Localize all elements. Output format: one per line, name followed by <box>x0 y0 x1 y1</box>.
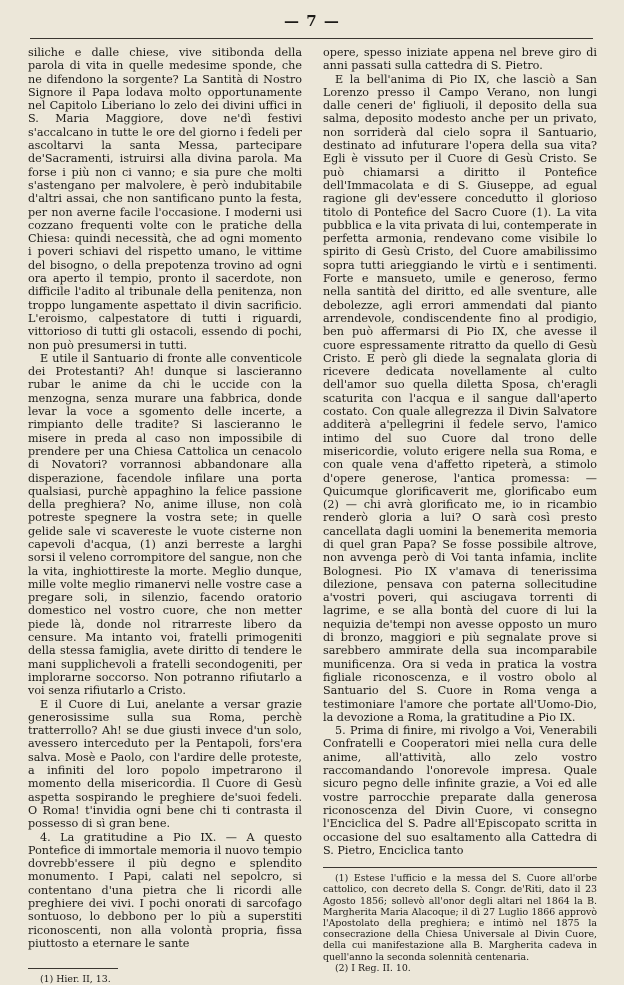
paragraph: 4. La gratitudine a Pio IX. — A questo Pontefice di immortale memoria il nuovo tempio dovrebb'essere il più degno e splendito monumento. I Papi, calati nel sepolcro, si contentano d'una pietra che li ricordi alle preghiere dei vivi. I pochi onorati di sarcofago sontuoso, lo debbono per lo più a superstiti riconoscenti, non alla volontà propria, fissa piuttosto a eternare le sante <box>28 830 302 950</box>
page-number: — 7 — <box>284 12 340 30</box>
spacer <box>28 950 302 958</box>
footnote: (2) I Reg. II. 10. <box>335 962 411 974</box>
paragraph: E il Cuore di Lui, anelante a versar grazie generosissime sulla sua Roma, perchè tratterrollo? Ah! se due giusti invece d'un solo, avessero interceduto per la Pentapoli, fors'era salva. Mosè e Paolo, con l'ardire delle proteste, a infiniti del loro popolo impetrarono il momento della misericordia. Il Cuore di Gesù aspetta sospirando le preghiere de'suoi fedeli. O Roma! t'invidia ogni bene chi ti contrasta il possesso di sì gran bene. <box>28 697 302 831</box>
left-column <box>28 46 303 985</box>
paragraph: E la bell'anima di Pio IX, che lasciò a San Lorenzo presso il Campo Verano, non lungi dalle ceneri de' figliuoli, il deposito della sua salma, deposito modesto anche per un privato, non sorriderà dal cielo sopra il Santuario, destinato ad infuturare l'opera della sua vita? Egli è vissuto per il Cuore di Gesù Cristo. Se può chiamarsi a diritto il Pontefice dell'Immacolata e di S. Giuseppe, ad egual ragione gli dev'essere concedutto il glorioso titolo di Pontefice del Sacro Cuore (1). La vita pubblica e la vita privata di lui, contemperate in perfetta armonia, rendevano come visibile lo spirito di Gesù Cristo, del Cuore amabilissimo sopra tutti arieggiando le virtù e i sentimenti. Forte e mansueto, umile e generoso, fermo nella santità del diritto, ed alle sventure, alle debolezze, agli errori ammendati dal pianto arrendevole, condiscendente fino al prodigio, ben può affermarsi di Pio IX, che avesse il cuore espressamente ritratto da quello di Gesù Cristo. E però gli diede la segnalata gloria di ricevere dedicata novellamente al culto dell'amor suo quella diletta Sposa, ch'eragli scaturita con l'acqua e il sangue dall'aperto costato. Con quale allegrezza il Divin Salvatore additerà a'pellegrini il fedele servo, l'amico intimo del suo Cuore dal trono delle misericordie, voluto erigere nella sua Roma, e con quale vena d'affetto ripeterà, a stimolo d'opere generose, l'antica promessa: — Quicumque glorificaverit me, glorificabo eum (2) — chi avrà glorificato me, io in ricambio renderò gloria a lui? O sarà così presto cancellata dagli uomini la benemerita memoria di quel gran Papa? Se fosse possibile altrove, non avvenga però di Voi tanta infamia, inclite Bolognesi. Pio IX v'amava di tenerissima dilezione, pensava con paterna sollecitudine a'vostri poveri, qui asciugava torrenti di lagrime, e se alla bontà del cuore di lui la nequizia de'tempi non avesse opposto un muro di bronzo, maggiori e più segnalate prove si sarebbero ammirate della sua incomparabile munificenza. Ora si veda in pratica la vostra figliale riconoscenza, e il vostro obolo al Santuario del S. Cuore in Roma venga a testimoniare l'amore che portate all'Uomo-Dio, la devozione a Roma, la gratitudine a Pio IX. <box>323 72 597 724</box>
header-rule <box>30 38 593 39</box>
footnote: (1) Estese l'ufficio e la messa del S. Cuore all'orbe cattolico, con decreto della S. Congr. de'Riti, dato il 23 Agosto 1856; sollevò all'onor degli altari nel 1864 la B. Margherita Maria Alacoque; il dì 27 Luglio 1866 approvò l'Apostolato della preghiera; e intimò nel 1875 la consecrazione della Chiesa Universale al Divin Cuore, della cui manifestazione alla B. Margherita cadeva in quell'anno la seconda solennità centenaria. <box>323 873 597 963</box>
footnote-separator <box>323 867 597 868</box>
paragraph: opere, spesso iniziate appena nel breve giro di anni passati sulla cattedra di S. Pietro. <box>323 46 597 73</box>
paragraph: siliche e dalle chiese, vive sitibonda della parola di vita in quelle medesime sponde, che ne difendono la sorgente? La Santità di Nostro Signore il Papa lodava molto opportunamente nel Capitolo Liberiano lo zelo dei divini uffici in S. Maria Maggiore, dove ne'dì festivi s'accalcano in tutte le ore del giorno i fedeli per ascoltarvi la santa Messa, partecipare de'Sacramenti, istruirsi alla divina parola. Ma forse i più non ci vanno; e sia pure che molti s'astengano per malvolere, è però indubitabile d'altri assai, che non santificano punto la festa, per non averne facile l'occasione. I moderni usi cozzano frequenti volte con le pratiche della Chiesa: quindi necessità, che ad ogni momento i poveri schiavi del rispetto umano, le vittime del bisogno, o della prepotenza trovino ad ogni ora aperto il tempio, pronto il sacerdote, non difficile l'adito al tribunale della penitenza, non troppo lungamente aspettato il divin sacrificio. L'eroismo, calpestatore di tutti i riguardi, vittorioso di tutti gli ostacoli, essendo di pochi, non può presumersi in tutti. <box>28 46 302 352</box>
footnote: (1) Hier. II, 13. <box>40 974 111 985</box>
paragraph: E utile il Santuario di fronte alle conventicole dei Protestanti? Ah! dunque si lascieranno rubar le anime da chi le uccide con la menzogna, senza murare una fabbrica, donde levar la voce a sgomento delle incerte, a rimpianto delle tradite? Si lascieranno le misere in preda al caso non impossibile di prendere per una Chiesa Cattolica un cenacolo di Novatori? vorrannosi abbandonare alla disperazione, facendole infilare una porta qualsiasi, purchè appaghino la felice passione della preghiera? No, anime illuse, non colà potreste spegnere la vostra sete; in quelle gelide sale vi scavereste le vuote cisterne non capevoli d'acqua, (1) anzi berreste a larghi sorsi il veleno corrompitore del sangue, non che la vita, inghiottireste la morte. Meglio dunque, mille volte meglio rimanervi nelle vostre case a pregare soli, in silenzio, facendo oratorio domestico nel vostro cuore, che non metter piede là, donde nol ritrarreste libero da censure. Ma intanto voi, fratelli primogeniti della stessa famiglia, avete diritto di tendere le mani supplichevoli a fratelli secondogeniti, per implorarne soccorso. Non potranno rifiutarlo a voi senza rifiutarlo a Cristo. <box>28 351 303 698</box>
footnote-separator <box>28 968 118 969</box>
right-column <box>323 46 597 974</box>
paragraph: 5. Prima di finire, mi rivolgo a Voi, Venerabili Confratelli e Cooperatori miei nella cura delle anime, all'attività, allo zelo vostro raccomandando l'onorevole impresa. Quale sicuro pegno delle infinite grazie, a Voi ed alle vostre parrocchie preparate dalla generosa riconoscenza del Divin Cuore, vi consegno l'Enciclica del S. Padre all'Episcopato scritta in occasione del suo esaltamento alla Cattedra di S. Pietro, Enciclica tanto <box>323 724 597 857</box>
